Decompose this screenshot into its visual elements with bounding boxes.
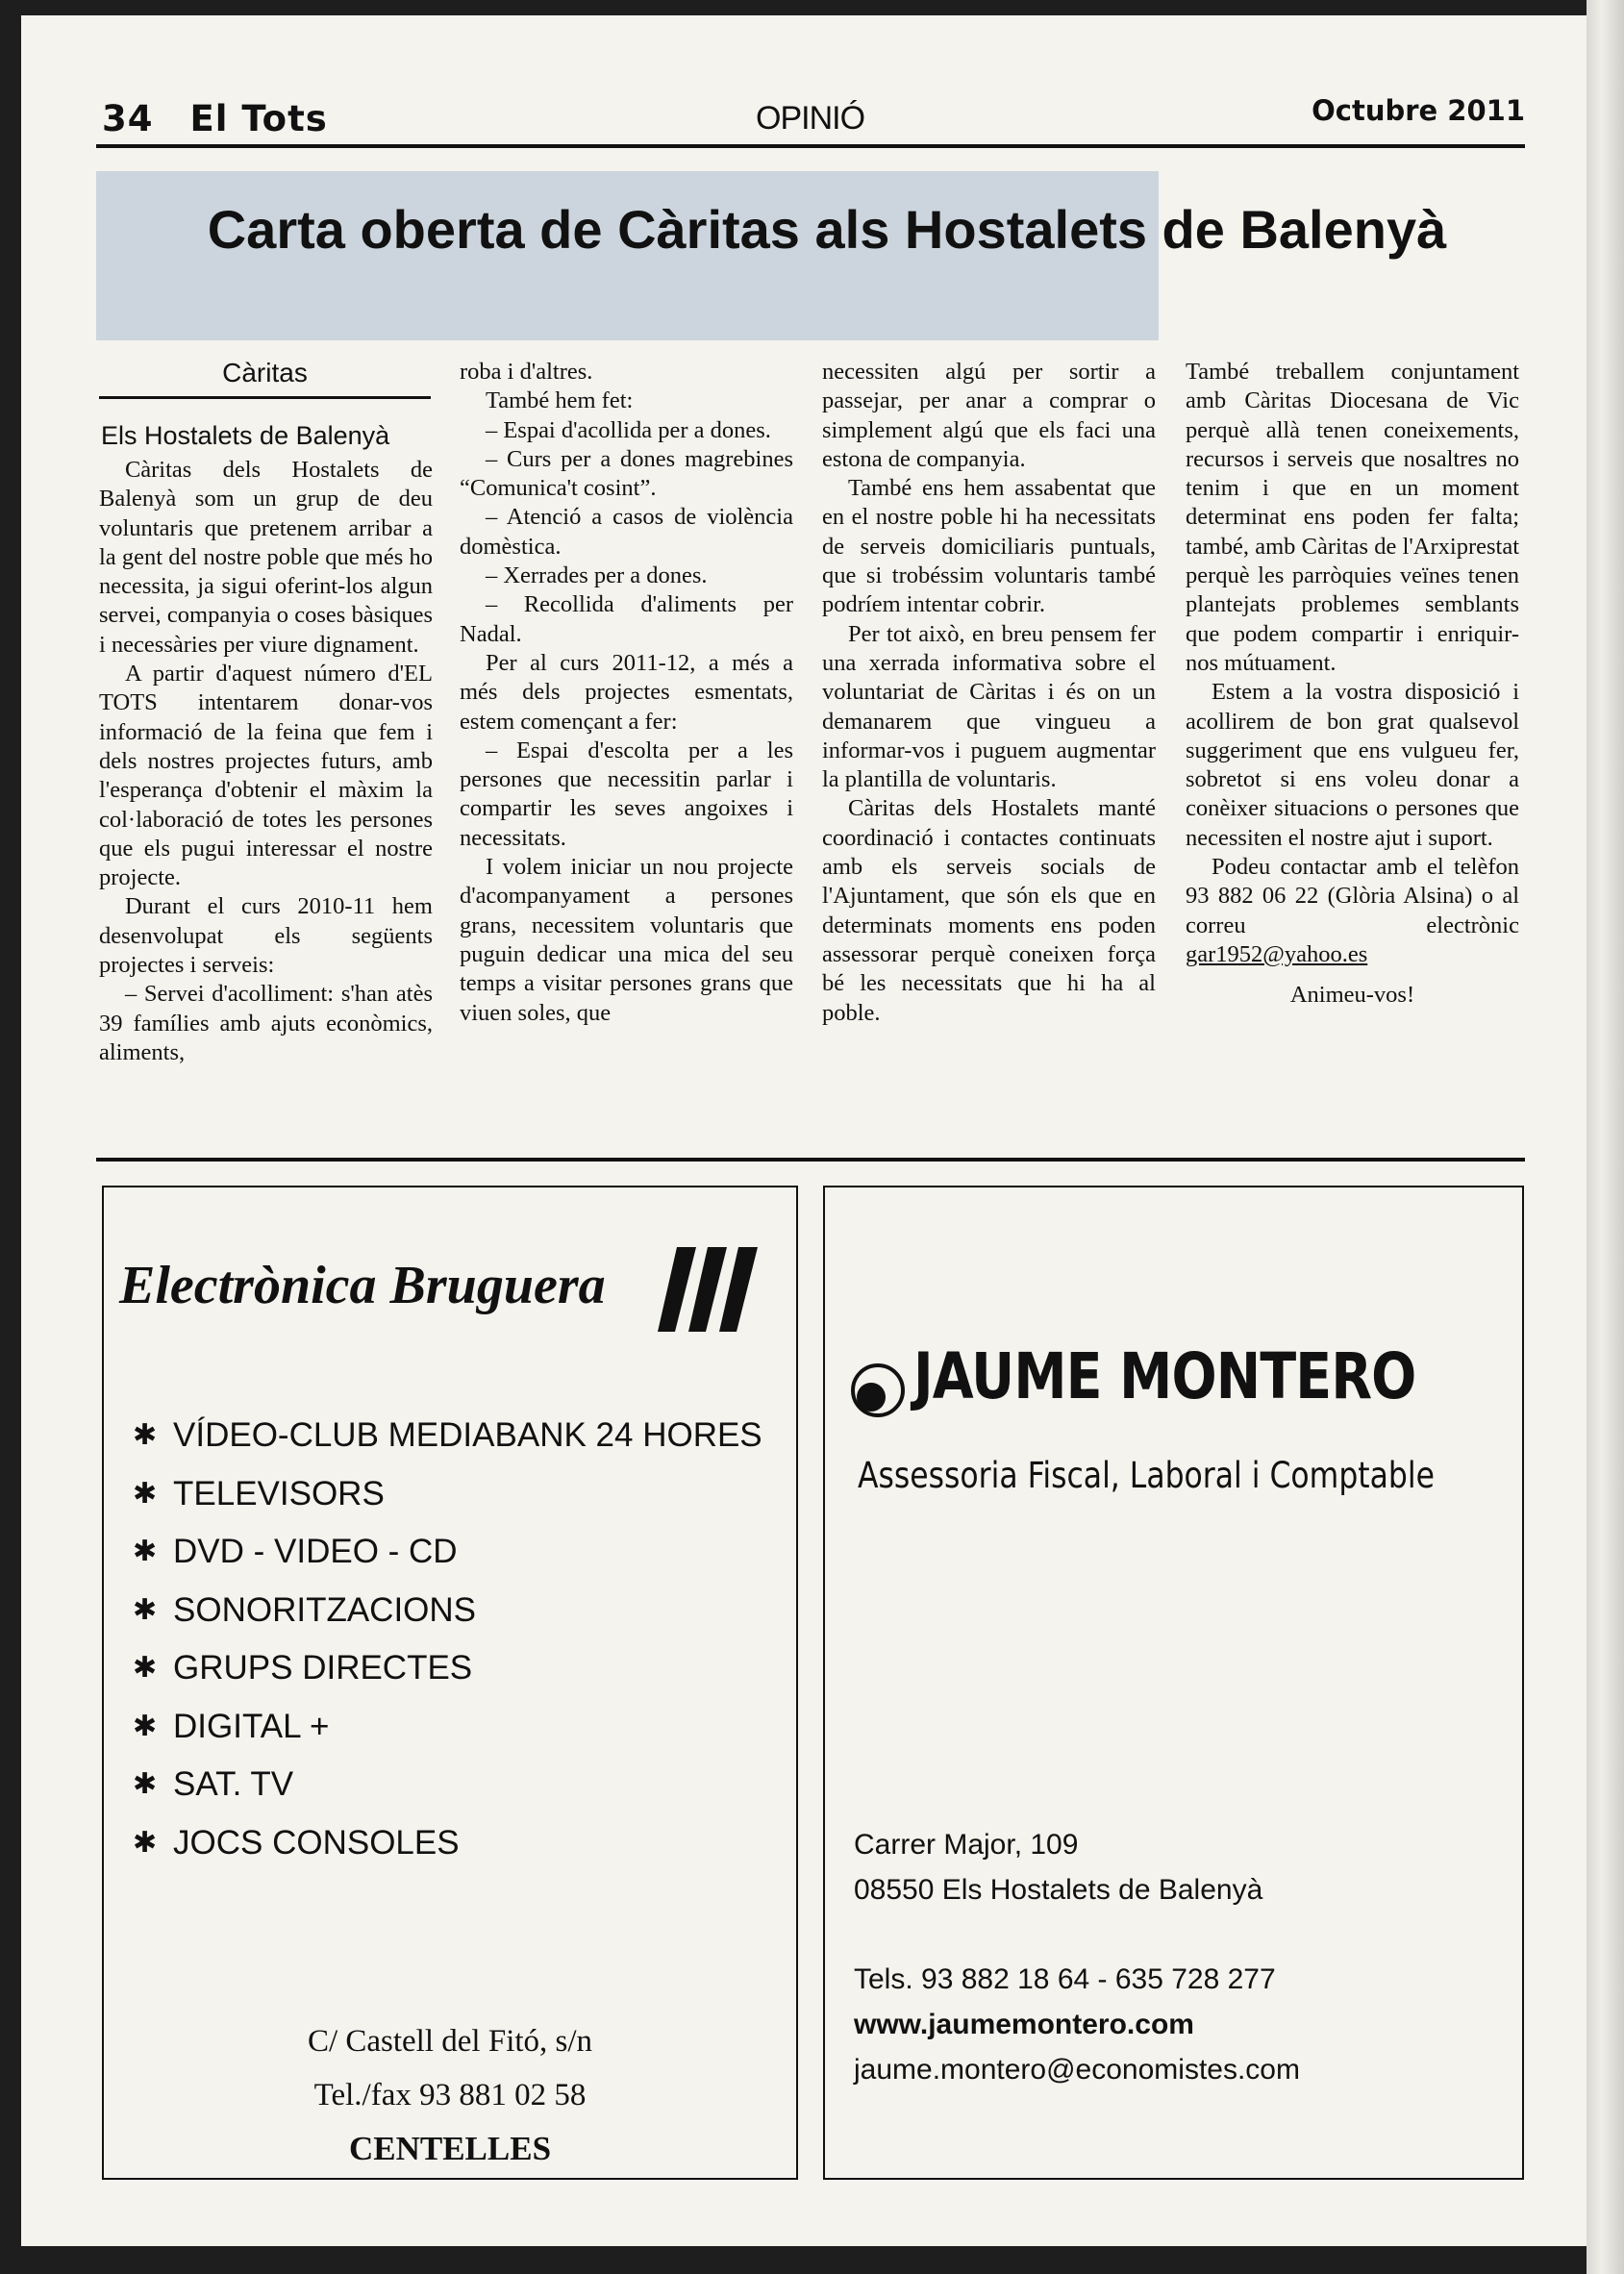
article-title: Carta oberta de Càritas als Hostalets de Balenyà	[207, 199, 1447, 260]
contact-text: Podeu contactar amb el telèfon 93 882 06 22 (Glòria Alsina) o al correu electrònic	[1186, 854, 1519, 938]
advertiser-email-link[interactable]: jaume.montero@economistes.com	[854, 2054, 1300, 2086]
advertiser-address-block	[104, 2014, 796, 2176]
page-header-left	[102, 98, 328, 139]
paragraph: – Servei d'acolliment: s'han atès 39 famílies amb ajuts econòmics, aliments,	[99, 981, 433, 1065]
list-item	[133, 1756, 762, 1814]
asterisk-bullet-icon: ✱	[133, 1593, 158, 1626]
services-list	[133, 1407, 762, 1872]
issue-date: Octubre 2011	[1312, 94, 1525, 127]
header-rule	[96, 144, 1525, 148]
paragraph: També hem fet:	[485, 387, 634, 414]
advertiser-address: C/ Castell del Fitó, s/n	[307, 2024, 593, 2059]
paragraph: – Recollida d'aliments per Nadal.	[460, 591, 793, 647]
paragraph: roba i d'altres.	[460, 359, 593, 385]
paragraph: Per tot això, en breu pensem fer una xerrada informativa sobre el voluntariat de Càritas i és on un demanarem que vingueu a informar-vos i puguem augmentar la plantilla de voluntaris.	[822, 620, 1156, 793]
asterisk-bullet-icon: ✱	[133, 1477, 158, 1510]
paragraph: També ens hem assabentat que en el nostre poble hi ha necessitats de serveis domiciliaris puntuals, que si trobéssim voluntaris també podríem intentar cobrir.	[822, 475, 1156, 618]
paragraph: A partir d'aquest número d'EL TOTS intentarem donar-vos informació de la feina que fem i dels nostres projectes futurs, amb l'esperança d'obtenir el màxim la col·laboració de totes les persones que els pugui interessar el nostre projecte.	[99, 661, 433, 891]
advertiser-street: Carrer Major, 109	[854, 1829, 1079, 1861]
paragraph: Durant el curs 2010-11 hem desenvolupat els següents projectes i serveis:	[99, 893, 433, 979]
article-column-3	[822, 358, 1156, 1028]
advertiser-name: Electrònica Bruguera	[119, 1256, 606, 1315]
article-column-4	[1186, 358, 1519, 1011]
kicker-rule	[99, 396, 431, 399]
service-label: VÍDEO-CLUB MEDIABANK 24 HORES	[173, 1416, 762, 1454]
list-item	[133, 1639, 762, 1698]
slash-logo-icon	[656, 1241, 762, 1337]
page-edge	[1587, 0, 1624, 2274]
paragraph: Per al curs 2011-12, a més a més dels projectes esmentats, estem començant a fer:	[460, 649, 793, 735]
advertiser-contact-block	[854, 1822, 1300, 2092]
advertiser-name: JAUME MONTERO	[913, 1339, 1416, 1413]
service-label: SONORITZACIONS	[173, 1590, 477, 1629]
paragraph: Càritas dels Hostalets manté coordinació i contactes continuats amb els serveis socials de l'Ajuntament, que són els que en determinats moments ens poden assessorar perquè coneixen força bé les necessitats que hi ha al poble.	[822, 795, 1156, 1026]
service-label: TELEVISORS	[173, 1474, 385, 1512]
advertiser-town: CENTELLES	[348, 2130, 552, 2167]
list-item	[133, 1582, 762, 1640]
service-label: SAT. TV	[173, 1765, 294, 1803]
paragraph: – Espai d'escolta per a les persones que necessitin parlar i compartir les seves angoixes i necessitats.	[460, 737, 793, 851]
page-number: 34	[102, 98, 154, 139]
contact-paragraph	[1186, 853, 1519, 969]
asterisk-bullet-icon: ✱	[133, 1768, 158, 1800]
advert-electronica-bruguera	[102, 1186, 798, 2180]
article-signoff: Animeu-vos!	[1289, 982, 1415, 1009]
list-item	[133, 1698, 762, 1757]
article-column-2	[460, 358, 793, 1028]
publication-name: El Tots	[189, 98, 328, 139]
service-label: DVD - VIDEO - CD	[173, 1533, 458, 1570]
asterisk-bullet-icon: ✱	[133, 1652, 158, 1684]
paragraph: Càritas dels Hostalets de Balenyà som un grup de deu voluntaris que pretenem arribar a la gent del nostre poble que més ho necessita, ja sigui oferint-los algun servei, companyia o coses bàsiques i necessàries per viure dignament.	[99, 457, 433, 658]
paragraph: necessiten algú per sortir a passejar, per anar a comprar o simplement algú que els faci una estona de companyia.	[822, 359, 1156, 472]
service-label: GRUPS DIRECTES	[173, 1649, 473, 1687]
article-kicker: Càritas	[222, 358, 308, 387]
asterisk-bullet-icon: ✱	[133, 1710, 158, 1742]
paragraph: – Curs per a dones magrebines “Comunica't cosint”.	[460, 445, 793, 502]
asterisk-bullet-icon: ✱	[133, 1536, 158, 1567]
list-item	[133, 1523, 762, 1582]
service-label: DIGITAL +	[173, 1707, 330, 1745]
advertiser-website-link[interactable]: www.jaumemontero.com	[854, 2009, 1194, 2040]
list-item	[133, 1814, 762, 1873]
spacer	[854, 1912, 1300, 1957]
circle-logo-icon	[850, 1362, 906, 1418]
advertiser-postal: 08550 Els Hostalets de Balenyà	[854, 1874, 1263, 1906]
advertiser-subtitle: Assessoria Fiscal, Laboral i Comptable	[858, 1455, 1435, 1496]
article-location: Els Hostalets de Balenyà	[101, 421, 390, 450]
section-name: OPINIÓ	[756, 100, 865, 137]
paragraph: També treballem conjuntament amb Càritas Diocesana de Vic perquè allà tenen coneixements, recursos i serveis que nosaltres no tenim i que en un moment determinat ens poden fer falta; també, amb Càritas de l'Arxiprestat perquè les parròquies veïnes tenen plantejats problemes semblants que podem compartir i enriquir-nos mútuament.	[1186, 359, 1519, 676]
contact-email-link[interactable]: gar1952@yahoo.es	[1186, 940, 1368, 967]
article-column-1	[99, 456, 433, 1067]
advertiser-phone: Tel./fax 93 881 02 58	[313, 2078, 587, 2112]
advertiser-phones: Tels. 93 882 18 64 - 635 728 277	[854, 1963, 1276, 1995]
list-item	[133, 1407, 762, 1465]
list-item	[133, 1465, 762, 1524]
paragraph: Estem a la vostra disposició i acollirem de bon grat qualsevol suggeriment que ens vulgueu fer, sobretot si ens voleu donar a conèixer situacions o persones que necessiten el nostre ajut i suport.	[1186, 679, 1519, 851]
article-bottom-rule	[96, 1158, 1525, 1162]
asterisk-bullet-icon: ✱	[133, 1419, 158, 1451]
asterisk-bullet-icon: ✱	[133, 1826, 158, 1859]
paragraph: I volem iniciar un nou projecte d'acompanyament a persones grans, necessitem voluntaris que puguin dedicar una mica del seu temps a visitar persones grans que viuen soles, que	[460, 854, 793, 1026]
paragraph: – Atenció a casos de violència domèstica.	[460, 504, 793, 560]
service-label: JOCS CONSOLES	[173, 1823, 460, 1862]
advert-jaume-montero	[823, 1186, 1524, 2180]
paragraph: – Espai d'acollida per a dones.	[485, 416, 771, 443]
paragraph: – Xerrades per a dones.	[485, 562, 708, 589]
